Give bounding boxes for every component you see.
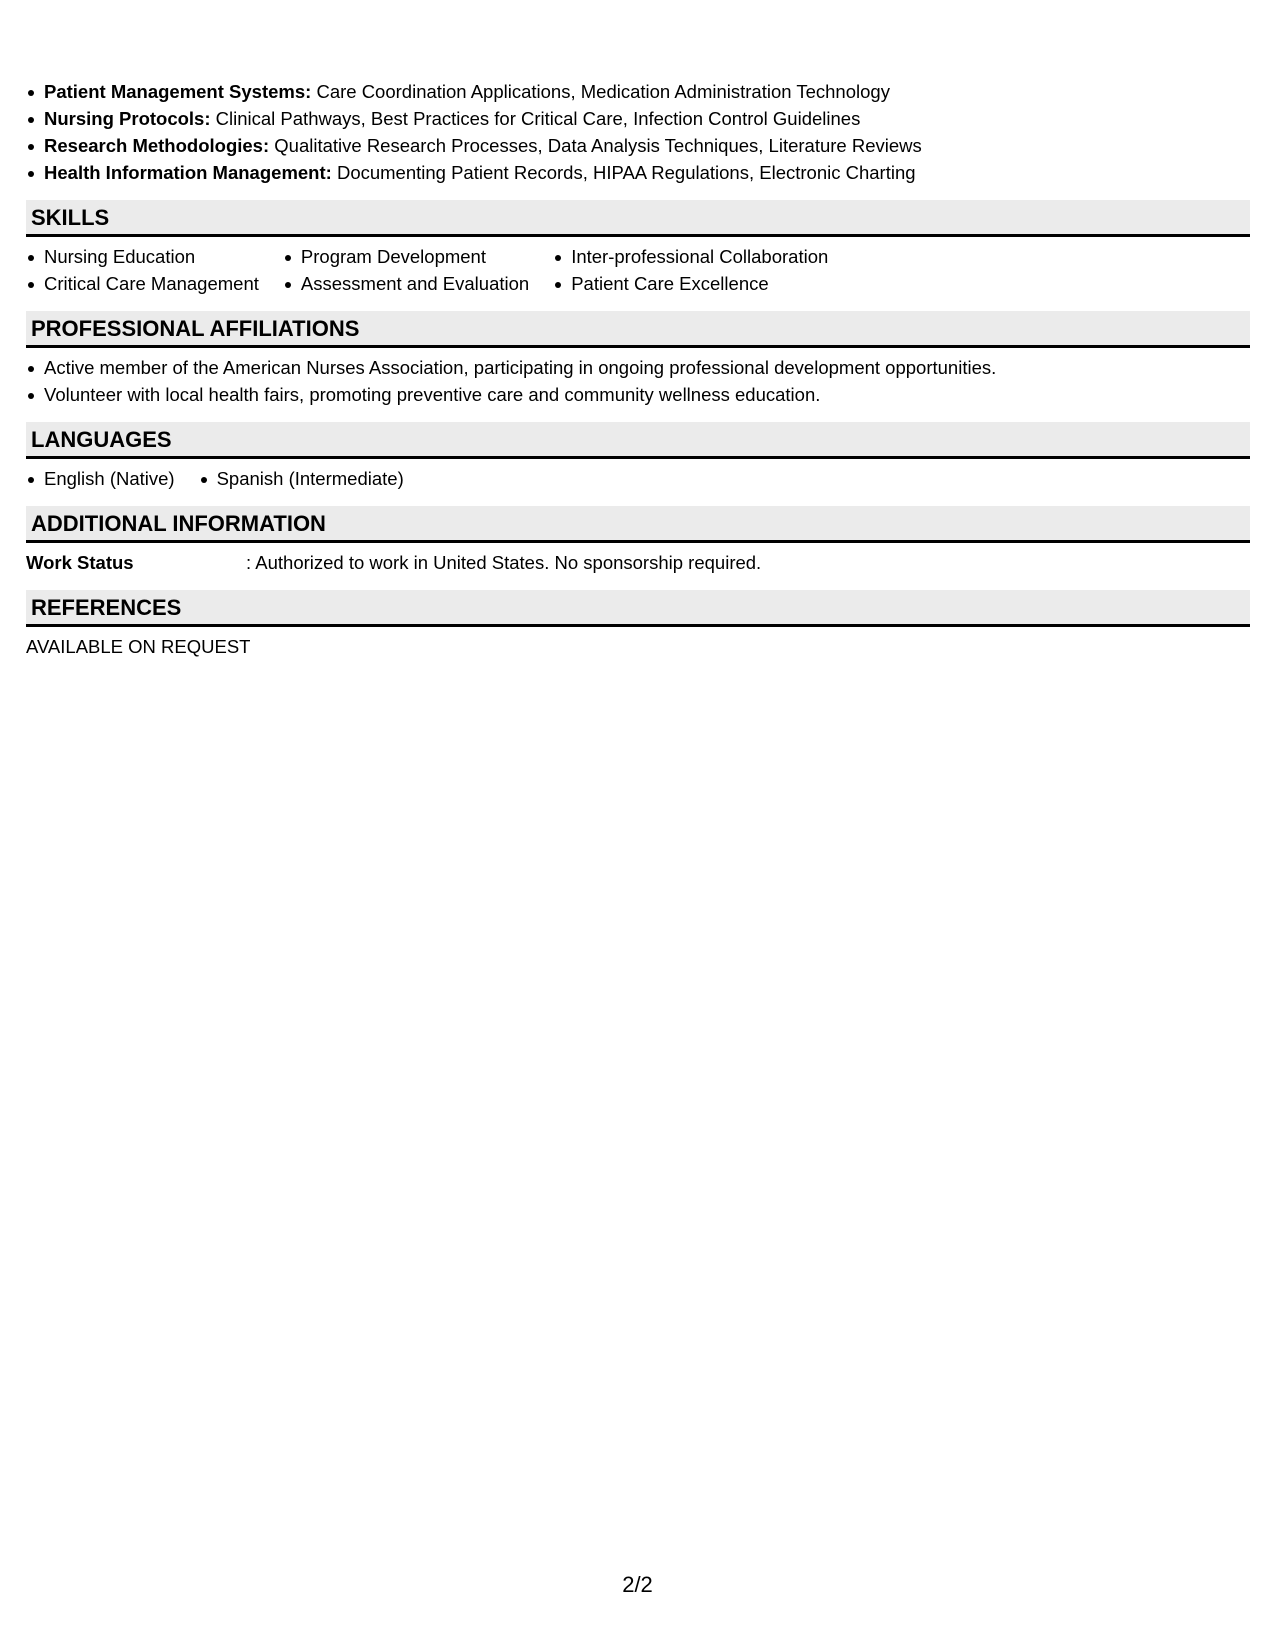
skill-item: Assessment and Evaluation bbox=[283, 270, 529, 297]
skill-item: Inter-professional Collaboration bbox=[553, 243, 828, 270]
languages-list bbox=[26, 465, 1250, 492]
additional-info-heading: ADDITIONAL INFORMATION bbox=[26, 506, 1250, 543]
item-label: Patient Management Systems: bbox=[44, 81, 312, 102]
references-heading: REFERENCES bbox=[26, 590, 1250, 627]
item-text: Documenting Patient Records, HIPAA Regulations, Electronic Charting bbox=[336, 162, 916, 183]
list-item: Active member of the American Nurses Association, participating in ongoing professional development opportunities. bbox=[26, 354, 1250, 381]
list-item bbox=[26, 159, 1250, 186]
technical-skills-list bbox=[26, 78, 1250, 186]
affiliations-list bbox=[26, 354, 1250, 408]
item-label: Health Information Management: bbox=[44, 162, 332, 183]
skills-column bbox=[26, 243, 259, 297]
language-column bbox=[26, 465, 175, 492]
skills-heading: SKILLS bbox=[26, 200, 1250, 237]
work-status-label: Work Status bbox=[26, 552, 134, 573]
list-item bbox=[26, 78, 1250, 105]
list-item: Volunteer with local health fairs, promoting preventive care and community wellness education. bbox=[26, 381, 1250, 408]
work-status-value: : Authorized to work in United States. No sponsorship required. bbox=[246, 552, 762, 573]
skills-columns bbox=[26, 243, 1250, 297]
item-text: Care Coordination Applications, Medication Administration Technology bbox=[316, 81, 890, 102]
item-label: Research Methodologies: bbox=[44, 135, 270, 156]
resume-page bbox=[26, 78, 1250, 660]
skills-column bbox=[283, 243, 529, 297]
affiliations-heading: PROFESSIONAL AFFILIATIONS bbox=[26, 311, 1250, 348]
skill-item: Patient Care Excellence bbox=[553, 270, 828, 297]
work-status-row bbox=[26, 549, 1250, 576]
language-column bbox=[199, 465, 404, 492]
item-label: Nursing Protocols: bbox=[44, 108, 211, 129]
list-item bbox=[26, 132, 1250, 159]
skill-item: Nursing Education bbox=[26, 243, 259, 270]
languages-heading: LANGUAGES bbox=[26, 422, 1250, 459]
item-text: Clinical Pathways, Best Practices for Critical Care, Infection Control Guidelines bbox=[215, 108, 861, 129]
skill-item: Program Development bbox=[283, 243, 529, 270]
language-item: English (Native) bbox=[26, 465, 175, 492]
references-text: AVAILABLE ON REQUEST bbox=[26, 636, 251, 657]
page-number: 2/2 bbox=[622, 1572, 653, 1597]
item-text: Qualitative Research Processes, Data Analysis Techniques, Literature Reviews bbox=[274, 135, 922, 156]
language-item: Spanish (Intermediate) bbox=[199, 465, 404, 492]
skill-item: Critical Care Management bbox=[26, 270, 259, 297]
list-item bbox=[26, 105, 1250, 132]
skills-column bbox=[553, 243, 828, 297]
